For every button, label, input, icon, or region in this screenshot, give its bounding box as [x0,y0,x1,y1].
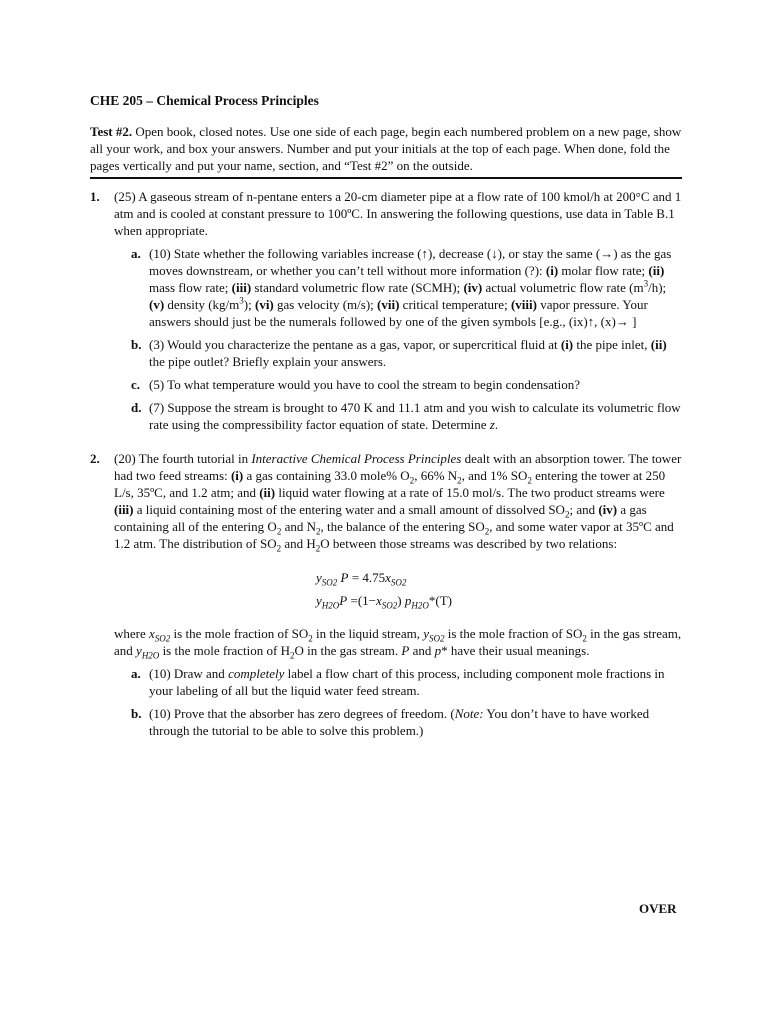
problem-2-intro: (20) The fourth tutorial in Interactive Chemical Process Principles dealt with an absorption tower. The tower had two feed streams: (i) a gas containing 33.0 mole% $O_2$, 66% $N_2$, and 1% $SO_2$ entering the tower at 250 L/s, 35ºC, and 1.2 atm; and (ii) liquid water flowing at a rate of 15.0 mol/s. The two product streams were (iii) a liquid containing most of the entering water and a small amount of dissolved $SO_2$; and (iv) a gas containing all of the entering $O_2$ and $N_2$, the balance of the entering $SO_2$, and some water vapor at 35ºC and 1.2 atm. The distribution of $SO_2$ and $H_2O$ between those streams was described by two relations: [114,451,682,554]
part-letter: a. [131,246,141,261]
part-text: (3) Would you characterize the pentane as a gas, vapor, or supercritical fluid at (i) the pipe inlet, (ii) the pipe outlet? Briefly explain your answers. [149,337,667,369]
over-label: OVER [639,901,677,916]
instructions-text: Open book, closed notes. Use one side of each page, begin each numbered problem on a new page, show all your work, and box your answers. Number and put your initials at the top of each page. When done, fold the pages vertically and put your name, section, and “Test #2” on the outside. [90,124,682,173]
part-text: (10) Prove that the absorber has zero degrees of freedom. (Note: You don’t have to have worked through the tutorial to be able to solve this problem.) [149,706,650,738]
problem-number: 2. [90,451,100,466]
part-text: (7) Suppose the stream is brought to 470 K and 11.1 atm and you wish to calculate its volumetric flow rate using the compressibility factor equation of state. Determine z. [149,400,681,432]
part-text: (5) To what temperature would you have to cool the stream to begin condensation? [149,377,580,392]
problem-1-intro: (25) A gaseous stream of n-pentane enters a 20-cm diameter pipe at a flow rate of 100 kmol/h at 200°C and 1 atm and is cooled at constant pressure to 100ºC. In answering the following questions, use data in Table B.1 when appropriate. [114,189,682,238]
problem-1-part-d [131,399,682,433]
part-letter: b. [131,706,142,721]
problem-1 [90,188,682,433]
equation-h2o: $y_{H2O}P =(1-x_{SO2})$ $p_{H2O}*(T)$ [316,593,452,611]
exam-page [90,92,682,756]
variable-definitions: where $x_{SO2}$ is the mole fraction of $SO_2$ in the liquid stream, $y_{SO2}$ is the mole fraction of $SO_2$ in the gas stream, and $y_{H2O}$ is the mole fraction of $H_2O$ in the gas stream. P and p* have their usual meanings. [114,626,682,661]
part-letter: d. [131,400,142,415]
problem-1-part-b [131,336,682,370]
part-letter: c. [131,377,141,392]
part-text: (10) State whether the following variables increase (↑), decrease (↓), or stay the same (→) as the gas moves downstream, or whether you can’t tell without more information (?): (i) molar flow rate; (ii) mass flow rate; (iii) standard volumetric flow rate (SCMH); (iv) actual volumetric flow rate $(m^3/h)$; (v) density $(kg/m^3)$; (vi) gas velocity (m/s); (vii) critical temperature; (viii) vapor pressure. Your answers should just be the numerals followed by one of the given symbols [e.g., (ix)↑, (x)→ ] [149,246,672,329]
equation-so2: $y_{SO2}$ $P = 4.75x_{SO2}$ [316,570,407,588]
part-letter: a. [131,666,141,681]
problem-2 [90,450,682,739]
problem-1-part-c [131,376,682,393]
horizontal-rule [90,177,682,179]
course-title: CHE 205 – Chemical Process Principles [90,93,319,108]
problem-2-part-b [131,705,682,739]
problem-2-part-a [131,665,682,699]
part-text: (10) Draw and completely label a flow chart of this process, including component mole fractions in your labeling of all but the liquid water feed stream. [149,666,665,698]
test-instructions [90,123,682,174]
problem-number: 1. [90,189,100,204]
test-label: Test #2. [90,124,133,139]
part-letter: b. [131,337,142,352]
equations-block [316,566,682,612]
problem-1-part-a [131,245,682,330]
